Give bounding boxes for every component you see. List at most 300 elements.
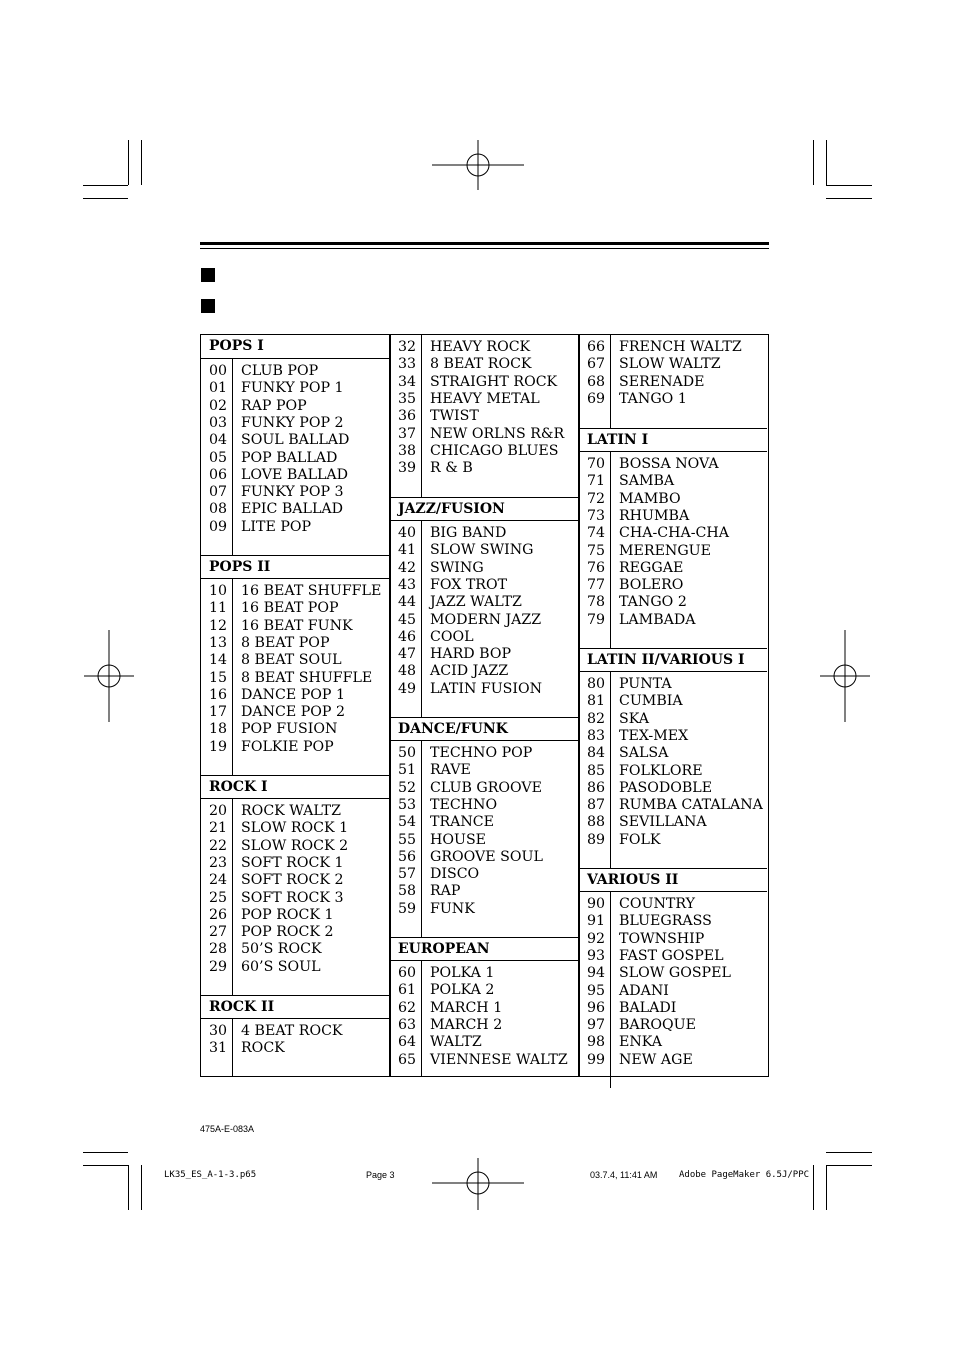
rhythm-item — [201, 803, 389, 820]
rhythm-item — [579, 456, 767, 473]
rhythm-name: FOLKLORE — [619, 762, 703, 779]
rhythm-number: 70 — [587, 456, 606, 472]
rhythm-name: SLOW SWING — [430, 542, 534, 559]
rhythm-name: SOFT ROCK 2 — [241, 872, 344, 889]
rhythm-name: POP FUSION — [241, 721, 338, 738]
rhythm-item — [390, 646, 578, 663]
rhythm-number: 96 — [587, 999, 606, 1016]
number-divider — [421, 741, 422, 937]
rhythm-column — [579, 335, 767, 1076]
rhythm-number: 18 — [209, 721, 228, 738]
rhythm-item — [390, 594, 578, 611]
rhythm-item — [201, 924, 389, 941]
rhythm-item — [201, 721, 389, 738]
rhythm-name: 16 BEAT FUNK — [241, 617, 353, 634]
rhythm-item — [390, 965, 578, 982]
rhythm-number: 38 — [398, 442, 417, 459]
rhythm-number: 98 — [587, 1034, 606, 1051]
crop-mark — [128, 1165, 129, 1210]
rhythm-name: 8 BEAT SHUFFLE — [241, 669, 373, 686]
rhythm-number: 43 — [398, 576, 417, 593]
section-heading: LATIN I — [579, 428, 767, 452]
rhythm-name: MODERN JAZZ — [430, 611, 542, 628]
rhythm-item — [579, 374, 767, 391]
rhythm-name: FAST GOSPEL — [619, 947, 724, 964]
rhythm-item — [201, 484, 389, 501]
rhythm-number: 54 — [398, 814, 417, 831]
crop-mark — [826, 140, 827, 185]
rhythm-name: FOLKIE POP — [241, 738, 334, 755]
rhythm-name: RHUMBA — [619, 507, 690, 524]
rhythm-name: ADANI — [619, 982, 669, 999]
rhythm-name: ENKA — [619, 1034, 663, 1051]
rhythm-number: 41 — [398, 542, 417, 559]
rhythm-name: BLUEGRASS — [619, 913, 712, 930]
rhythm-item — [390, 629, 578, 646]
rhythm-name: CLUB POP — [241, 363, 319, 379]
rhythm-name: LOVE BALLAD — [241, 466, 349, 483]
rhythm-number: 35 — [398, 390, 417, 407]
rhythm-item — [579, 814, 767, 831]
rhythm-name: DANCE POP 2 — [241, 704, 346, 721]
rhythm-number: 84 — [587, 745, 606, 762]
rhythm-item — [201, 1023, 389, 1040]
crop-mark — [128, 140, 129, 185]
rhythm-number: 88 — [587, 814, 606, 831]
rhythm-item — [390, 762, 578, 779]
rhythm-number: 06 — [209, 466, 228, 483]
rhythm-item — [579, 745, 767, 762]
rhythm-number: 09 — [209, 518, 228, 535]
rhythm-name: CUMBIA — [619, 693, 683, 710]
rhythm-item — [201, 687, 389, 704]
rhythm-item — [201, 519, 389, 536]
crop-mark — [826, 1165, 872, 1166]
rhythm-name: FOLK — [619, 831, 661, 848]
rhythm-item — [201, 363, 389, 380]
square-bullet-icon — [201, 268, 215, 282]
rhythm-name: MARCH 2 — [430, 1016, 503, 1033]
rhythm-number: 92 — [587, 930, 606, 947]
rhythm-name: 50’S ROCK — [241, 941, 322, 958]
rhythm-name: RAVE — [430, 762, 471, 779]
rhythm-number: 11 — [209, 600, 228, 617]
rhythm-number: 30 — [209, 1023, 228, 1039]
rhythm-item — [579, 391, 767, 408]
rhythm-number: 47 — [398, 646, 417, 663]
rhythm-number: 91 — [587, 913, 606, 930]
rhythm-item — [390, 745, 578, 762]
rhythm-number: 52 — [398, 779, 417, 796]
rhythm-item — [390, 443, 578, 460]
rhythm-item — [390, 426, 578, 443]
rhythm-number: 83 — [587, 727, 606, 744]
rhythm-name: MERENGUE — [619, 542, 711, 559]
rhythm-name: 60’S SOUL — [241, 958, 321, 975]
rhythm-item — [579, 832, 767, 849]
rhythm-number: 32 — [398, 339, 417, 355]
rhythm-number: 85 — [587, 762, 606, 779]
rhythm-number: 87 — [587, 797, 606, 814]
rhythm-item — [579, 473, 767, 490]
rhythm-name: FOX TROT — [430, 576, 508, 593]
rhythm-number: 80 — [587, 676, 606, 692]
rhythm-item — [201, 739, 389, 756]
rhythm-number: 95 — [587, 982, 606, 999]
rhythm-number: 50 — [398, 745, 417, 761]
rhythm-name: SLOW ROCK 1 — [241, 820, 349, 837]
rhythm-name: CHA-CHA-CHA — [619, 525, 730, 542]
registration-mark-icon — [432, 1158, 524, 1210]
crop-mark — [83, 1165, 128, 1166]
number-divider — [421, 335, 422, 497]
rhythm-name: SOFT ROCK 3 — [241, 889, 344, 906]
rhythm-number: 10 — [209, 583, 228, 599]
rhythm-number: 24 — [209, 872, 228, 889]
rhythm-name: LITE POP — [241, 518, 312, 535]
registration-mark-icon — [432, 140, 524, 190]
number-divider — [610, 672, 611, 868]
rhythm-item — [201, 432, 389, 449]
rhythm-number: 17 — [209, 704, 228, 721]
rhythm-name: NEW AGE — [619, 1051, 693, 1068]
rhythm-name: 8 BEAT ROCK — [430, 356, 532, 373]
rhythm-item — [201, 820, 389, 837]
rhythm-number: 64 — [398, 1034, 417, 1051]
rhythm-name: TRANCE — [430, 814, 495, 831]
rhythm-name: 4 BEAT ROCK — [241, 1023, 343, 1039]
rhythm-number: 56 — [398, 848, 417, 865]
section-heading: ROCK I — [201, 775, 389, 799]
rhythm-name: TECHNO POP — [430, 745, 533, 761]
rhythm-name: EPIC BALLAD — [241, 501, 344, 518]
print-datetime: 03.7.4, 11:41 AM — [590, 1170, 658, 1180]
rhythm-item — [579, 1052, 767, 1069]
rhythm-number: 62 — [398, 999, 417, 1016]
crop-mark — [141, 1165, 142, 1210]
rhythm-number: 55 — [398, 831, 417, 848]
rhythm-number: 99 — [587, 1051, 606, 1068]
rhythm-item — [390, 849, 578, 866]
rhythm-item — [201, 583, 389, 600]
rhythm-item — [390, 460, 578, 477]
file-name: LK35_ES_A-1-3.p65 — [164, 1170, 257, 1180]
rhythm-name: SWING — [430, 559, 484, 576]
rhythm-name: 8 BEAT POP — [241, 634, 330, 651]
rhythm-name: BALADI — [619, 999, 677, 1016]
rhythm-number: 61 — [398, 982, 417, 999]
section-heading: JAZZ/FUSION — [390, 497, 578, 521]
rhythm-number: 02 — [209, 397, 228, 414]
rhythm-name: HOUSE — [430, 831, 487, 848]
rhythm-number: 20 — [209, 803, 228, 819]
rhythm-name: WALTZ — [430, 1034, 482, 1051]
rhythm-item — [579, 594, 767, 611]
rhythm-name: REGGAE — [619, 559, 684, 576]
rhythm-name: POLKA 2 — [430, 982, 495, 999]
rhythm-item — [579, 948, 767, 965]
rhythm-number: 23 — [209, 854, 228, 871]
rhythm-number: 27 — [209, 924, 228, 941]
rhythm-item — [579, 577, 767, 594]
rhythm-item — [579, 1000, 767, 1017]
rhythm-number: 03 — [209, 414, 228, 431]
rhythm-list-table — [200, 334, 769, 1077]
rhythm-item — [579, 711, 767, 728]
rhythm-item — [579, 508, 767, 525]
crop-mark — [83, 1152, 128, 1153]
rhythm-number: 15 — [209, 669, 228, 686]
rhythm-number: 73 — [587, 507, 606, 524]
rhythm-name: 16 BEAT SHUFFLE — [241, 583, 382, 599]
rhythm-number: 04 — [209, 432, 228, 449]
number-divider — [610, 335, 611, 428]
rhythm-number: 68 — [587, 373, 606, 390]
crop-mark — [826, 1165, 827, 1210]
crop-mark — [826, 198, 872, 199]
rhythm-name: PUNTA — [619, 676, 672, 692]
rhythm-item — [201, 872, 389, 889]
rhythm-item — [201, 415, 389, 432]
rhythm-number: 39 — [398, 460, 417, 477]
section-heading: LATIN II/VARIOUS I — [579, 648, 767, 672]
rhythm-number: 49 — [398, 680, 417, 697]
rhythm-number: 40 — [398, 525, 417, 541]
rhythm-item — [201, 941, 389, 958]
rhythm-name: POP ROCK 1 — [241, 906, 334, 923]
rhythm-name: FRENCH WALTZ — [619, 339, 742, 355]
rhythm-item — [201, 380, 389, 397]
square-bullet-icon — [201, 299, 215, 313]
rhythm-name: LAMBADA — [619, 611, 696, 628]
rhythm-item — [390, 391, 578, 408]
rhythm-name: SEVILLANA — [619, 814, 707, 831]
rhythm-item — [579, 612, 767, 629]
rhythm-item — [201, 838, 389, 855]
rhythm-item — [390, 356, 578, 373]
rhythm-item — [390, 408, 578, 425]
rhythm-item — [201, 890, 389, 907]
rhythm-item — [579, 913, 767, 930]
rhythm-name: 16 BEAT POP — [241, 600, 339, 617]
rhythm-name: POP ROCK 2 — [241, 924, 334, 941]
rhythm-number: 51 — [398, 762, 417, 779]
header-rule — [200, 242, 769, 245]
rhythm-item — [201, 704, 389, 721]
rhythm-item — [390, 339, 578, 356]
rhythm-item — [201, 398, 389, 415]
rhythm-item — [579, 525, 767, 542]
rhythm-item — [579, 983, 767, 1000]
rhythm-name: SLOW GOSPEL — [619, 965, 731, 982]
rhythm-name: DANCE POP 1 — [241, 686, 346, 703]
rhythm-number: 78 — [587, 594, 606, 611]
rhythm-name: PASODOBLE — [619, 779, 713, 796]
rhythm-name: GROOVE SOUL — [430, 848, 543, 865]
rhythm-name: VIENNESE WALTZ — [430, 1051, 568, 1068]
rhythm-name: POP BALLAD — [241, 449, 338, 466]
page-number: Page 3 — [366, 1170, 395, 1180]
rhythm-item — [390, 542, 578, 559]
rhythm-column — [201, 335, 389, 1076]
crop-mark — [826, 1152, 872, 1153]
rhythm-name: SLOW WALTZ — [619, 356, 721, 373]
crop-mark — [826, 185, 872, 186]
rhythm-name: ROCK WALTZ — [241, 803, 341, 819]
number-divider — [232, 579, 233, 775]
section-heading: ROCK II — [201, 995, 389, 1019]
rhythm-name: COOL — [430, 628, 474, 645]
rhythm-name: TECHNO — [430, 796, 498, 813]
rhythm-number: 89 — [587, 831, 606, 848]
rhythm-item — [579, 543, 767, 560]
rhythm-number: 77 — [587, 577, 606, 594]
rhythm-name: LATIN FUSION — [430, 680, 543, 697]
rhythm-number: 90 — [587, 896, 606, 912]
rhythm-number: 75 — [587, 542, 606, 559]
rhythm-item — [390, 1034, 578, 1051]
rhythm-name: BIG BAND — [430, 525, 507, 541]
rhythm-item — [390, 1017, 578, 1034]
rhythm-name: ACID JAZZ — [430, 663, 509, 680]
rhythm-number: 14 — [209, 652, 228, 669]
rhythm-number: 00 — [209, 363, 228, 379]
registration-mark-icon — [820, 630, 870, 722]
rhythm-name: TWIST — [430, 408, 479, 425]
rhythm-name: MAMBO — [619, 490, 681, 507]
rhythm-item — [201, 855, 389, 872]
rhythm-item — [390, 577, 578, 594]
rhythm-item — [390, 374, 578, 391]
rhythm-item — [390, 525, 578, 542]
rhythm-name: HEAVY METAL — [430, 390, 540, 407]
crop-mark — [83, 198, 128, 199]
rhythm-number: 60 — [398, 965, 417, 981]
rhythm-number: 05 — [209, 449, 228, 466]
rhythm-number: 57 — [398, 866, 417, 883]
number-divider — [421, 521, 422, 717]
rhythm-item — [201, 600, 389, 617]
rhythm-name: TOWNSHIP — [619, 930, 705, 947]
rhythm-number: 74 — [587, 525, 606, 542]
rhythm-name: BAROQUE — [619, 1017, 696, 1034]
section-heading: VARIOUS II — [579, 868, 767, 892]
section-heading: DANCE/FUNK — [390, 717, 578, 741]
rhythm-name: CLUB GROOVE — [430, 779, 543, 796]
rhythm-name: FUNKY POP 1 — [241, 380, 344, 397]
rhythm-number: 59 — [398, 900, 417, 917]
rhythm-number: 44 — [398, 594, 417, 611]
rhythm-number: 16 — [209, 686, 228, 703]
rhythm-number: 81 — [587, 693, 606, 710]
rhythm-item — [201, 959, 389, 976]
rhythm-item — [390, 1000, 578, 1017]
rhythm-name: SALSA — [619, 745, 669, 762]
rhythm-name: RAP — [430, 883, 461, 900]
rhythm-name: FUNK — [430, 900, 475, 917]
rhythm-item — [201, 652, 389, 669]
rhythm-item — [579, 491, 767, 508]
application-name: Adobe PageMaker 6.5J/PPC — [679, 1170, 810, 1180]
number-divider — [610, 452, 611, 648]
rhythm-item — [579, 339, 767, 356]
crop-mark — [141, 140, 142, 185]
rhythm-item — [579, 356, 767, 373]
rhythm-item — [201, 450, 389, 467]
rhythm-name: HARD BOP — [430, 646, 512, 663]
rhythm-number: 46 — [398, 628, 417, 645]
rhythm-name: FUNKY POP 2 — [241, 414, 344, 431]
rhythm-name: R & B — [430, 460, 473, 477]
rhythm-name: SERENADE — [619, 373, 705, 390]
rhythm-name: NEW ORLNS R&R — [430, 425, 565, 442]
rhythm-number: 82 — [587, 710, 606, 727]
rhythm-item — [579, 965, 767, 982]
rhythm-item — [579, 780, 767, 797]
rhythm-number: 07 — [209, 484, 228, 501]
rhythm-number: 22 — [209, 837, 228, 854]
rhythm-number: 28 — [209, 941, 228, 958]
rhythm-number: 42 — [398, 559, 417, 576]
rhythm-number: 37 — [398, 425, 417, 442]
section-heading: EUROPEAN — [390, 937, 578, 961]
crop-mark — [83, 185, 128, 186]
rhythm-item — [390, 866, 578, 883]
rhythm-name: JAZZ WALTZ — [430, 594, 522, 611]
registration-mark-icon — [84, 630, 134, 722]
rhythm-item — [201, 635, 389, 652]
crop-mark — [813, 1165, 814, 1210]
rhythm-name: COUNTRY — [619, 896, 695, 912]
rhythm-item — [201, 618, 389, 635]
rhythm-name: TEX-MEX — [619, 727, 689, 744]
rhythm-number: 13 — [209, 634, 228, 651]
rhythm-number: 76 — [587, 559, 606, 576]
rhythm-number: 72 — [587, 490, 606, 507]
rhythm-item — [579, 693, 767, 710]
document-code: 475A-E-083A — [200, 1124, 255, 1134]
rhythm-name: POLKA 1 — [430, 965, 495, 981]
rhythm-number: 33 — [398, 356, 417, 373]
rhythm-name: CHICAGO BLUES — [430, 442, 559, 459]
rhythm-number: 25 — [209, 889, 228, 906]
rhythm-number: 31 — [209, 1040, 228, 1057]
number-divider — [610, 892, 611, 1088]
rhythm-item — [390, 1052, 578, 1069]
rhythm-name: SOFT ROCK 1 — [241, 854, 344, 871]
rhythm-item — [201, 670, 389, 687]
rhythm-item — [579, 1034, 767, 1051]
rhythm-number: 79 — [587, 611, 606, 628]
rhythm-item — [390, 883, 578, 900]
rhythm-item — [390, 797, 578, 814]
rhythm-item — [390, 663, 578, 680]
rhythm-number: 34 — [398, 373, 417, 390]
rhythm-name: SKA — [619, 710, 649, 727]
rhythm-column — [390, 335, 578, 1076]
section-heading: POPS I — [201, 335, 389, 359]
rhythm-name: SOUL BALLAD — [241, 432, 350, 449]
header-rule — [200, 248, 769, 249]
number-divider — [232, 799, 233, 995]
rhythm-item — [579, 797, 767, 814]
rhythm-name: MARCH 1 — [430, 999, 503, 1016]
rhythm-item — [201, 501, 389, 518]
rhythm-item — [390, 780, 578, 797]
rhythm-number: 93 — [587, 947, 606, 964]
rhythm-number: 01 — [209, 380, 228, 397]
number-divider — [232, 359, 233, 555]
